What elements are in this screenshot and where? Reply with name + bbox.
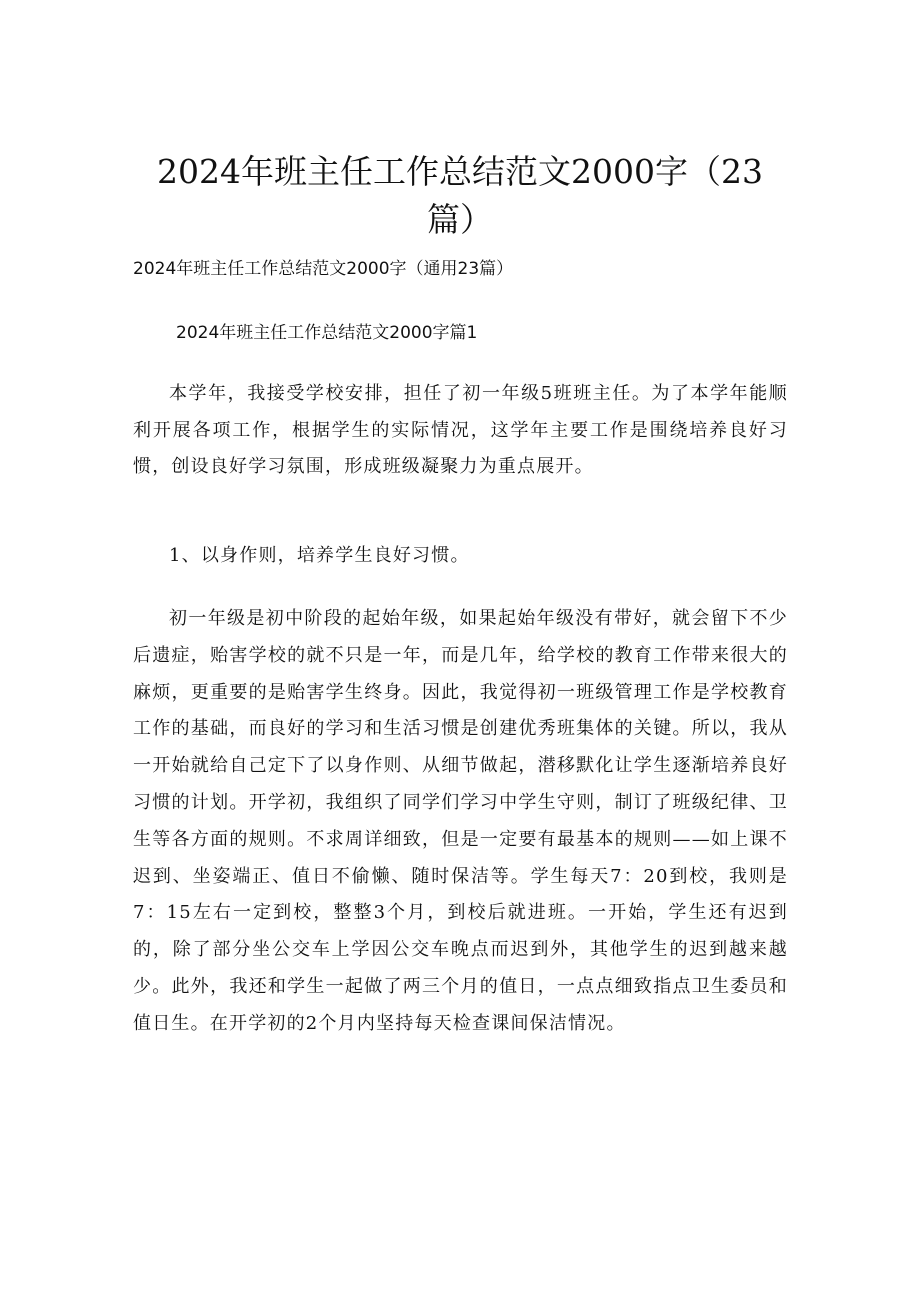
section-heading: 2024年班主任工作总结范文2000字篇1	[176, 323, 478, 343]
document-subtitle: 2024年班主任工作总结范文2000字（通用23篇）	[133, 259, 514, 279]
paragraph-point-heading: 1、以身作则，培养学生良好习惯。	[169, 545, 470, 566]
document-title: 2024年班主任工作总结范文2000字（23篇）	[157, 152, 763, 239]
paragraph-body: 初一年级是初中阶段的起始年级，如果起始年级没有带好，就会留下不少后遗症，贻害学校的就不只是一年，而是几年，给学校的教育工作带来很大的麻烦，更重要的是贻害学生终身。因此，我觉得初一班级管理工作是学校教育工作的基础，而良好的学习和生活习惯是创建优秀班集体的关键。所以，我从一开始就给自己定下了以身作则、从细节做起，潜移默化让学生逐渐培养良好习惯的计划。开学初，我组织了同学们学习中学生守则，制订了班级纪律、卫生等各方面的规则。不求周详细致，但是一定要有最基本的规则——如上课不迟到、坐姿端正、值日不偷懒、随时保洁等。学生每天7：20到校，我则是7：15左右一定到校，整整3个月，到校后就进班。一开始，学生还有迟到的，除了部分坐公交车上学因公交车晚点而迟到外，其他学生的迟到越来越少。此外，我还和学生一起做了两三个月的值日，一点点细致指点卫生委员和值日生。在开学初的2个月内坚持每天检查课间保洁情况。	[133, 608, 788, 1034]
paragraph-intro: 本学年，我接受学校安排，担任了初一年级5班班主任。为了本学年能顺利开展各项工作，根据学生的实际情况，这学年主要工作是围绕培养良好习惯，创设良好学习氛围，形成班级凝聚力为重点展开。	[133, 383, 788, 477]
